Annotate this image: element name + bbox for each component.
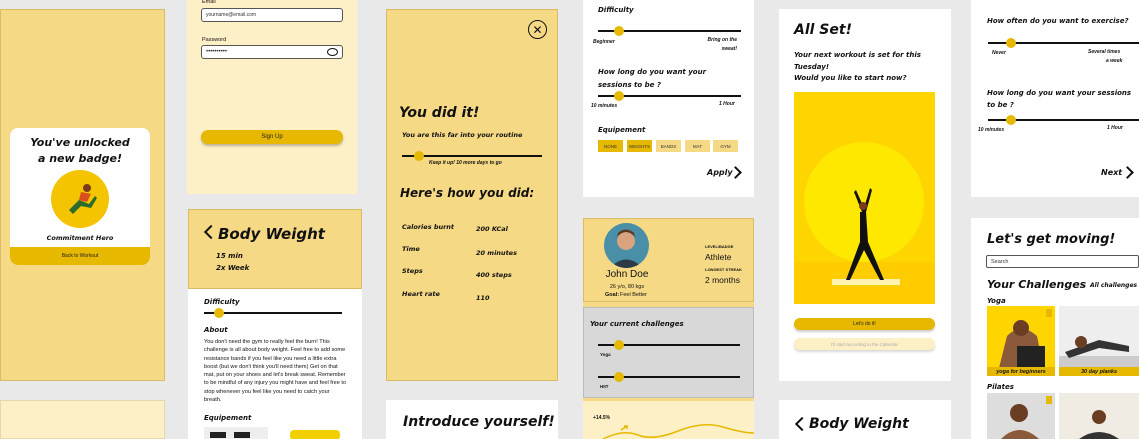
pilates-card-1[interactable]	[987, 393, 1055, 439]
difficulty-min-label: Beginner	[593, 39, 615, 45]
your-challenges-title: Your Challenges	[987, 278, 1087, 291]
introduce-title: Introduce yourself!	[403, 414, 555, 430]
introduce-screen	[386, 400, 558, 439]
duration-slider-knob[interactable]	[614, 91, 624, 101]
frequency-max-line1: Several times	[1088, 49, 1121, 55]
lets-do-it-button[interactable]: Let's do it!	[794, 318, 935, 330]
current-challenges-title: Your current challenges	[590, 320, 684, 328]
bookmark-icon[interactable]	[1046, 396, 1052, 404]
challenge-hiit-label: HIIT	[600, 384, 609, 389]
bookmark-icon[interactable]	[1046, 309, 1052, 317]
password-field[interactable]: ••••••••••	[201, 45, 343, 59]
streak-value: 2 months	[705, 275, 740, 285]
all-set-line2: Tuesday!	[794, 63, 830, 71]
badge-title-line1: You've unlocked	[30, 136, 130, 149]
back-to-workout-button[interactable]: Back to Workout	[10, 247, 150, 265]
lets-get-moving-title: Let's get moving!	[987, 232, 1116, 247]
frequency-slider[interactable]	[988, 42, 1139, 44]
frequency-max-line2: a week	[1106, 58, 1123, 64]
goal-value: Feel Better	[620, 292, 647, 298]
equipment-chip-bands[interactable]: BANDS	[656, 140, 681, 152]
equipment-label: Equipement	[598, 126, 646, 134]
email-field[interactable]: yourname@email.com	[201, 8, 343, 22]
trend-line	[583, 401, 754, 439]
frequency-screen	[971, 0, 1139, 197]
stat-label: Calories burnt	[402, 223, 455, 231]
stat-label: Heart rate	[402, 290, 440, 298]
all-challenges-link[interactable]: All challenges	[1090, 282, 1138, 289]
back-chevron-icon[interactable]	[795, 417, 809, 431]
you-did-it-title: You did it!	[399, 105, 480, 121]
you-did-it-screen	[386, 9, 558, 381]
yoga-mat-image	[280, 427, 346, 439]
card-caption: yoga for beginners	[987, 367, 1055, 376]
badge-popup	[10, 128, 150, 265]
body-weight-screen	[188, 209, 362, 439]
profile-age-weight: 26 y/o, 80 kgs	[609, 284, 645, 290]
duration-label: How long do you want your sessions to be ?	[598, 68, 707, 89]
badge-name: Commitment Hero	[46, 234, 114, 242]
close-icon[interactable]: ✕	[528, 20, 547, 39]
challenge-yoga-label: Yoga	[600, 352, 611, 357]
equipment-chip-mat[interactable]: MAT	[685, 140, 710, 152]
difficulty-max-label: Bring on the sweat!	[707, 37, 737, 52]
yoga-pose-illustration	[794, 92, 935, 304]
frequency-slider-knob[interactable]	[1006, 38, 1016, 48]
body-weight-frequency: 2x Week	[216, 264, 250, 272]
pilates-section-label: Pilates	[987, 383, 1014, 391]
next-chevron-icon[interactable]	[1121, 166, 1134, 179]
start-by-calendar-button[interactable]: I'll start according to the Calendar	[794, 338, 935, 350]
duration-slider[interactable]	[988, 119, 1139, 121]
card-caption: 30 day planks	[1059, 367, 1139, 376]
yoga-section-label: Yoga	[987, 297, 1006, 305]
equipment-chip-weights[interactable]: WEIGHTS	[627, 140, 652, 152]
next-button[interactable]: Next	[1101, 168, 1123, 177]
about-text: You don't need the gym to really feel the burn! This challenge is all about body weight. Feel free to add some resistance bands if you feel like you need a little extra boost (but we don't think you'll need them) Get on that mat, put on your shoes and let's break sweat. Remember to be mindful of any injury you might have and feel free to stop whenever you feel like you need to catch your breath.	[204, 339, 347, 404]
profile-name: John Doe	[605, 269, 649, 280]
apply-button[interactable]: Apply	[707, 168, 733, 177]
stat-badge: +14.5%	[593, 415, 611, 421]
progress-caption: Keep it up! 10 more days to go	[429, 160, 502, 166]
pilates-card-2[interactable]	[1059, 393, 1139, 439]
badge-title-line2: a new badge!	[37, 152, 123, 165]
difficulty-label: Difficulty	[598, 6, 634, 14]
duration-slider[interactable]	[598, 95, 741, 97]
30-day-planks-card[interactable]	[1059, 306, 1139, 376]
all-set-screen	[779, 9, 951, 381]
profile-screen	[583, 218, 754, 439]
level-label: LEVEL/BADGE	[705, 244, 734, 249]
all-set-line1: Your next workout is set for this	[794, 51, 921, 59]
dumbbells-image	[204, 427, 268, 439]
challenge-yoga-knob	[614, 340, 624, 350]
signup-screen	[187, 0, 357, 194]
challenge-yoga-progress	[598, 344, 740, 346]
body-weight-screen-2	[779, 400, 951, 439]
difficulty-slider-knob[interactable]	[614, 26, 624, 36]
challenge-hiit-knob	[614, 372, 624, 382]
yoga-for-beginners-card[interactable]	[987, 306, 1055, 376]
how-you-did-title: Here's how you did:	[400, 186, 535, 200]
email-label: Email	[202, 0, 216, 5]
duration-min-label: 10 minutes	[591, 103, 618, 109]
lets-get-moving-screen	[971, 218, 1139, 439]
difficulty-slider-knob[interactable]	[214, 308, 224, 318]
difficulty-slider[interactable]	[204, 312, 342, 314]
about-title: About	[204, 326, 228, 334]
goal-label: Goal:	[605, 292, 620, 298]
stat-label: Time	[402, 245, 420, 253]
badge-screen	[0, 9, 165, 381]
stat-value: 110	[476, 294, 490, 302]
equipment-chip-gym[interactable]: GYM	[713, 140, 738, 152]
duration-label-line1: How long do you want your sessions	[987, 89, 1132, 97]
body-weight-title-2: Body Weight	[809, 416, 909, 432]
body-weight-duration: 15 min	[216, 252, 243, 260]
difficulty-slider[interactable]	[598, 30, 741, 32]
routine-progress-slider	[402, 155, 542, 157]
duration-slider-knob[interactable]	[1006, 115, 1016, 125]
duration-label-line2: to be ?	[987, 101, 1014, 109]
body-weight-header	[188, 209, 362, 289]
stat-value: 200 KCal	[476, 225, 508, 233]
routine-progress-knob	[414, 151, 424, 161]
frequency-min-label: Never	[992, 50, 1006, 56]
all-set-title: All Set!	[794, 22, 852, 38]
password-label: Password	[202, 37, 227, 43]
progress-text: You are this far into your routine	[402, 131, 523, 139]
duration-min-label: 10 minutes	[978, 127, 1005, 133]
stat-label: Steps	[402, 267, 423, 275]
stat-value: 20 minutes	[476, 249, 517, 257]
badge-icon	[51, 170, 109, 228]
settings-screen	[583, 0, 754, 197]
stat-value: 400 steps	[476, 271, 512, 279]
difficulty-label: Difficulty	[204, 298, 240, 306]
avatar	[604, 223, 649, 268]
streak-label: LONGEST STREAK	[705, 267, 742, 272]
equipment-title: Equipement	[204, 414, 252, 422]
signup-button[interactable]: Sign Up	[201, 130, 343, 144]
frequency-label: How often do you want to exercise?	[987, 17, 1129, 25]
search-input[interactable]: Search	[986, 255, 1139, 268]
challenge-hiit-progress	[598, 376, 740, 378]
equipment-chip-none[interactable]: NONE	[598, 140, 623, 152]
duration-max-label: 1 Hour	[1107, 125, 1123, 131]
body-weight-title: Body Weight	[218, 225, 325, 243]
badge-screen-bottom	[0, 400, 165, 439]
show-password-eye-icon[interactable]	[327, 48, 338, 56]
duration-max-label: 1 Hour	[719, 101, 735, 107]
all-set-line3: Would you like to start now?	[794, 74, 907, 82]
level-value: Athlete	[705, 252, 732, 262]
